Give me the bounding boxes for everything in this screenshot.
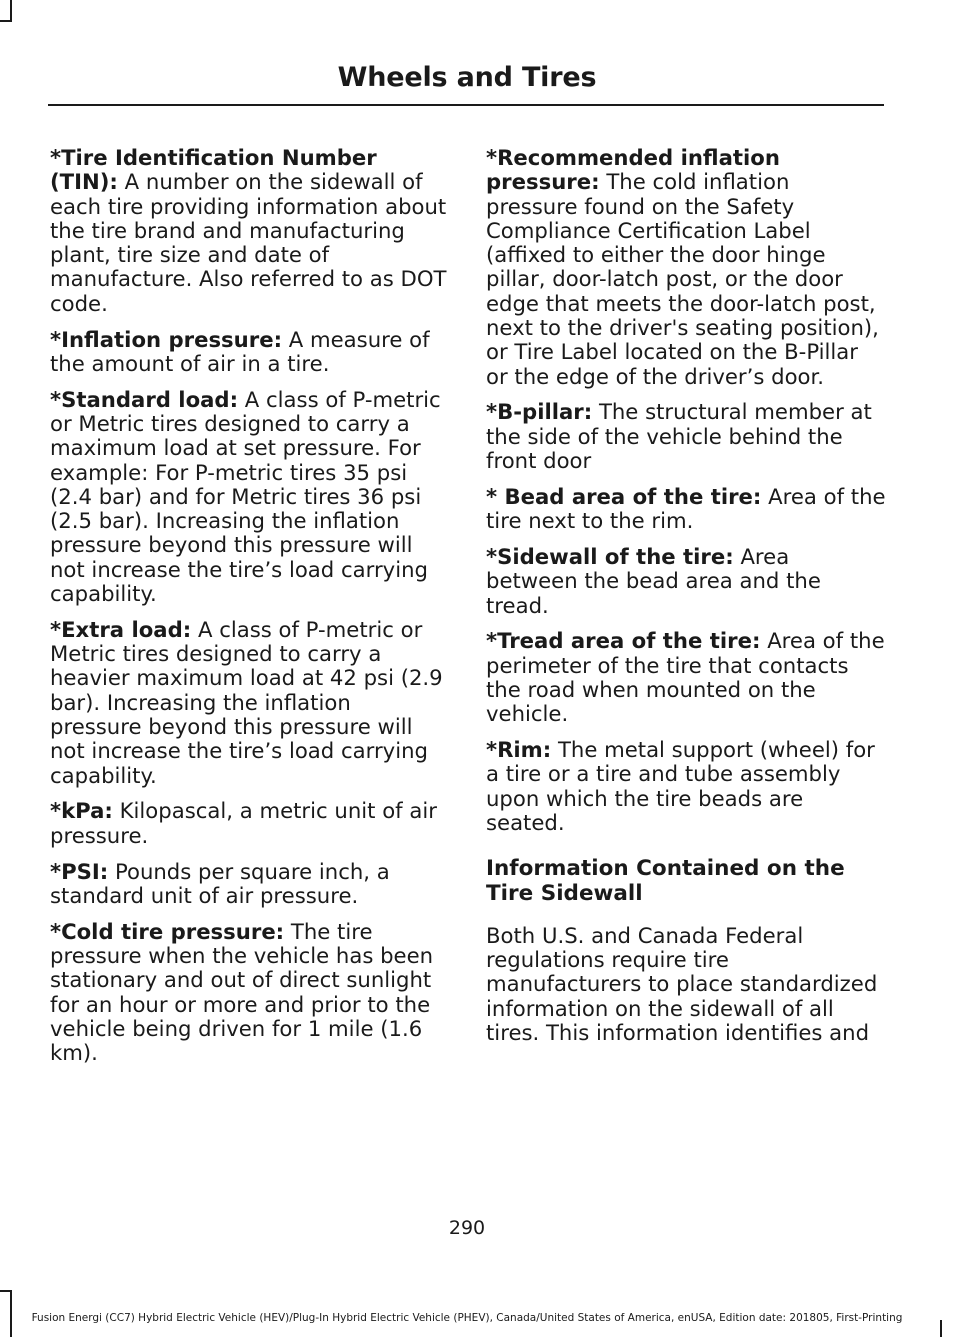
definition-extra-load	[50, 618, 448, 788]
description: The structural member at the side of the vehicle behind the front door	[486, 399, 872, 474]
crop-mark-bottom-left-h	[0, 1290, 12, 1292]
term: *B-pillar:	[486, 399, 593, 425]
description: A number on the sidewall of each tire providing information about the tire brand and manufacturing plant, tire size and date of manufacture. Also referred to as DOT code.	[50, 169, 447, 316]
term: * Bead area of the tire:	[486, 483, 762, 509]
footer-text: Fusion Energi (CC7) Hybrid Electric Vehicle (HEV)/Plug-In Hybrid Electric Vehicle (PHEV), Canada/United States of America, enUSA, Edition date: 201805, First-Printing	[31, 1312, 903, 1324]
description: A class of P-metric or Metric tires designed to carry a heavier maximum load at 42 psi (2.9 bar). Increasing the inflation pressure beyond this pressure will not increase the tire’s load carrying capability.	[50, 616, 443, 788]
term: *Cold tire pressure:	[50, 918, 285, 944]
crop-mark-bottom-right-v	[940, 1320, 942, 1337]
right-column	[486, 146, 886, 1057]
term: *PSI:	[50, 858, 109, 884]
definition-sidewall	[486, 545, 886, 618]
term: *Inflation pressure:	[50, 326, 283, 352]
definition-cold-tire-pressure	[50, 920, 448, 1066]
term: *Recommended inflation pressure:	[486, 145, 780, 195]
definition-rim	[486, 738, 886, 835]
definition-inflation-pressure	[50, 328, 448, 377]
term: *Tread area of the tire:	[486, 628, 761, 654]
crop-mark-top-left-v	[10, 0, 12, 20]
description: A measure of the amount of air in a tire.	[50, 326, 430, 376]
description: Area between the bead area and the tread.	[486, 543, 821, 618]
term: *Rim:	[486, 737, 552, 763]
definition-b-pillar	[486, 400, 886, 473]
definition-kpa	[50, 799, 448, 848]
description: A class of P-metric or Metric tires designed to carry a maximum load at set pressure. For example: For P-metric tires 35 psi (2.4 bar) and for Metric tires 36 psi (2.5 bar). Increasing the inflation pressure beyond this pressure will not increase the tire’s load carrying capability.	[50, 386, 441, 607]
description: Area of the perimeter of the tire that contacts the road when mounted on the vehicle.	[486, 628, 885, 727]
section-body: Both U.S. and Canada Federal regulations require tire manufacturers to place standardized information on the sidewall of all tires. This information identifies and	[486, 922, 878, 1045]
description: Area of the tire next to the rim.	[486, 483, 886, 534]
term: *Extra load:	[50, 616, 192, 642]
term: *Sidewall of the tire:	[486, 543, 734, 569]
definition-standard-load	[50, 388, 448, 607]
header-divider	[48, 104, 884, 106]
definition-bead-area	[486, 485, 886, 534]
term: *Tire Identification Number (TIN):	[50, 145, 377, 195]
page-title: Wheels and Tires	[337, 62, 597, 93]
crop-mark-top-left-h	[0, 20, 12, 22]
description: Kilopascal, a metric unit of air pressure.	[50, 798, 437, 848]
description: The tire pressure when the vehicle has been stationary and out of direct sunlight for an hour or more and prior to the vehicle being driven for 1 mile (1.6 km).	[50, 918, 434, 1066]
term: *kPa:	[50, 798, 113, 824]
term: *Standard load:	[50, 386, 239, 412]
section-heading: Information Contained on the Tire Sidewall	[486, 856, 845, 906]
description: The cold inflation pressure found on the Safety Compliance Certification Label (affixed to either the door hinge pillar, door-latch post, or the door edge that meets the door-latch post, next to the driver's seating position), or Tire Label located on the B-Pillar or the edge of the driver’s door.	[486, 169, 879, 389]
description: The metal support (wheel) for a tire or a tire and tube assembly upon which the tire beads are seated.	[486, 737, 875, 835]
definition-psi	[50, 860, 448, 909]
description: Pounds per square inch, a standard unit of air pressure.	[50, 858, 390, 908]
definition-tread-area	[486, 629, 886, 726]
left-column	[50, 146, 448, 1077]
definition-tin	[50, 146, 448, 316]
page-number: 290	[448, 1217, 486, 1239]
definition-recommended-inflation-pressure	[486, 146, 886, 389]
